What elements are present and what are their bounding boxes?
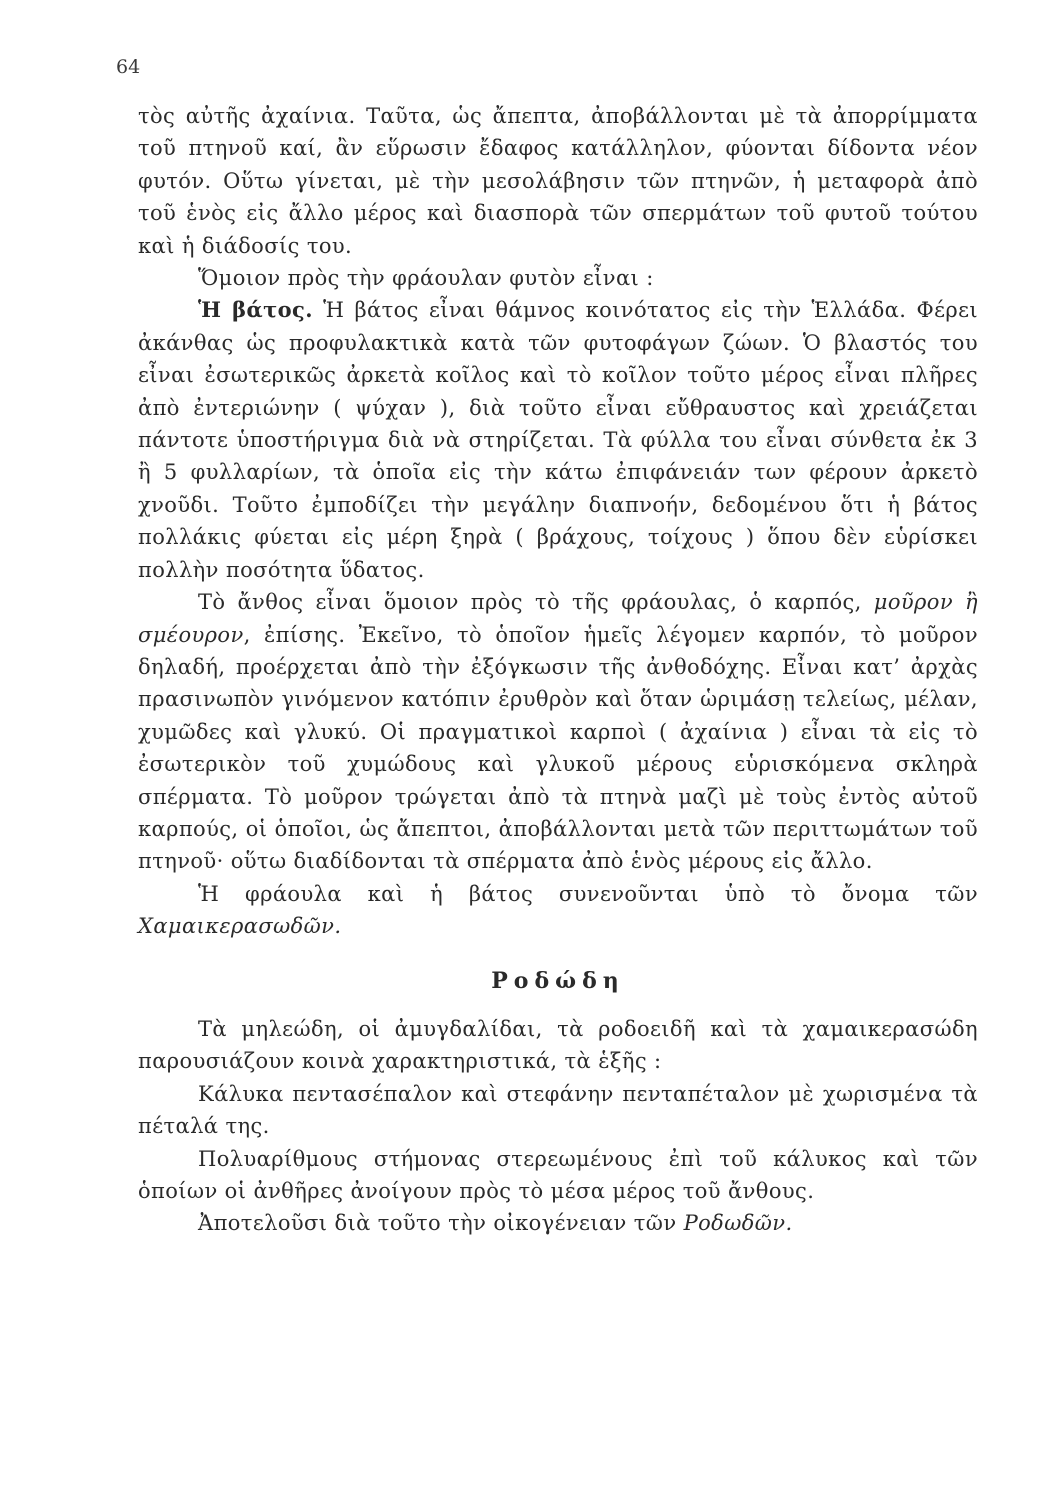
paragraph-summary	[138, 878, 978, 943]
page-number: 64	[116, 56, 141, 78]
paragraph-stamens: Πολυαρίθμους στήμονας στερεωμένους ἐπὶ τοῦ κάλυκος καὶ τῶν ὁποίων οἱ ἀνθῆρες ἀνοίγουν πρὸς τὸ μέσα μέρος τοῦ ἄνθους.	[138, 1146, 978, 1203]
term-chamaikerasodon: Χαμαικερασωδῶν.	[138, 914, 342, 939]
summary-text: Ἡ φράουλα καὶ ἡ βάτος συνενοῦνται ὑπὸ τὸ ὄνομα τῶν	[198, 881, 978, 906]
term-smeouron: σμέουρον	[138, 622, 244, 647]
paragraph-intro: Ὅμοιον πρὸς τὴν φράουλαν φυτὸν εἶναι :	[198, 266, 654, 291]
paragraph-rosaceae-intro: Τὰ μηλεώδη, οἱ ἀμυγδαλίδαι, τὰ ροδοειδῆ καὶ τὰ χαμαικερασώδη παρουσιάζουν κοινὰ χαρακτηριστικά, τὰ ἑξῆς :	[138, 1016, 978, 1074]
term-or: ἢ	[965, 590, 978, 615]
vatos-label: Ἡ βάτος.	[198, 297, 313, 323]
paragraph-continuation: τὸς αὐτῆς ἀχαίνια. Ταῦτα, ὡς ἄπεπτα, ἀποβάλλονται μὲ τὰ ἀπορρίμματα τοῦ πτηνοῦ καί, ἂν εὕρωσιν ἔδαφος κατάλληλον, φύονται δίδοντα νέον φυτόν. Οὕτω γίνεται, μὲ τὴν μεσολάβησιν τῶν πτηνῶν, ἡ μεταφορὰ ἀπὸ τοῦ ἑνὸς εἰς ἄλλο μέρος καὶ διασπορὰ τῶν σπερμάτων τοῦ φυτοῦ τούτου καὶ ἡ διάδοσίς του.	[138, 104, 978, 258]
flower-text-c: , ἐπίσης. Ἐκεῖνο, τὸ ὁποῖον ἡμεῖς λέγομεν καρπόν, τὸ μοῦρον δηλαδή, προέρχεται ἀπὸ τὴν ἐξόγκωσιν τῆς ἀνθοδόχης. Εἶναι κατ’ ἀρχὰς πρασινωπὸν γινόμενον κατόπιν ἐρυθρὸν καὶ ὅταν ὡριμάσῃ τελείως, μέλαν, χυμῶδες καὶ γλυκύ. Οἱ πραγματικοὶ καρποὶ ( ἀχαίνια ) εἶναι τὰ εἰς τὸ ἐσωτερικὸν τοῦ χυμώδους καὶ γλυκοῦ μέρους εὑρισκόμενα σκληρὰ σπέρματα. Τὸ μοῦρον τρώγεται ἀπὸ τὰ πτηνὰ μαζὶ μὲ τοὺς ἐντὸς αὐτοῦ καρπούς, οἱ ὁποῖοι, ὡς ἄπεπτοι, ἀποβάλλονται μετὰ τῶν περιττωμάτων τοῦ πτηνοῦ· οὕτω διαδίδονται τὰ σπέρματα ἀπὸ ἑνὸς μέρους εἰς ἄλλο.	[138, 622, 978, 874]
term-rodododon: Ροδωδῶν.	[683, 1211, 793, 1236]
vatos-text: Ἡ βάτος εἶναι θάμνος κοινότατος εἰς τὴν Ἑλλάδα. Φέρει ἀκάνθας ὡς προφυλακτικὰ κατὰ τῶν φυτοφάγων ζώων. Ὁ βλαστός του εἶναι ἐσωτερικῶς ἀρκετὰ κοῖλος καὶ τὸ κοῖλον τοῦτο μέρος εἶναι πλῆρες ἀπὸ ἐντεριώνην ( ψύχαν ), διὰ τοῦτο εἶναι εὔθραυστος καὶ χρειάζεται πάντοτε ὑποστήριγμα διὰ νὰ στηρίζεται. Τὰ φύλλα του εἶναι σύνθετα ἐκ 3 ἢ 5 φυλλαρίων, τὰ ὁποῖα εἰς τὴν κάτω ἐπιφάνειάν των φέρουν ἀρκετὸ χνοῦδι. Τοῦτο ἐμποδίζει τὴν μεγάλην διαπνοήν, δεδομένου ὅτι ἡ βάτος πολλάκις φύεται εἰς μέρη ξηρὰ ( βράχους, τοίχους ) ὅπου δὲν εὑρίσκει πολλὴν ποσότητα ὕδατος.	[138, 298, 979, 582]
term-mouron: μοῦρον	[873, 590, 953, 615]
page-text	[138, 100, 978, 1240]
paragraph-flower	[138, 586, 978, 878]
flower-text-a: Τὸ ἄνθος εἶναι ὅμοιον πρὸς τὸ τῆς φράουλας, ὁ καρπός,	[198, 590, 862, 615]
paragraph-vatos	[138, 294, 978, 586]
paragraph-family	[138, 1207, 978, 1239]
family-text: Ἀποτελοῦσι διὰ τοῦτο τὴν οἰκογένειαν τῶν	[198, 1211, 677, 1236]
paragraph-calyx: Κάλυκα πεντασέπαλον καὶ στεφάνην πενταπέταλον μὲ χωρισμένα τὰ πέταλά της.	[138, 1081, 978, 1139]
section-heading: Ροδώδη	[491, 967, 625, 994]
